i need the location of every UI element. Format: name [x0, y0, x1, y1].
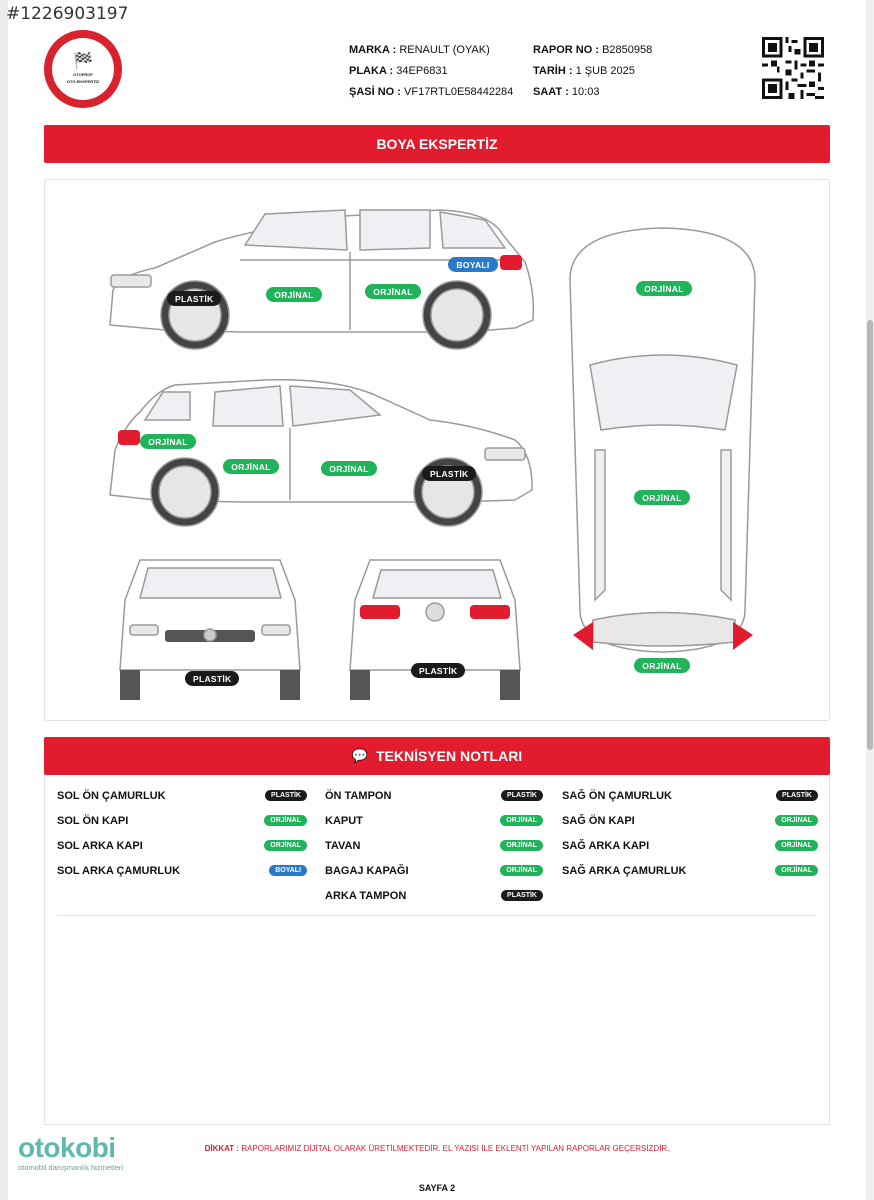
note-part: BAGAJ KAPAĞI — [325, 864, 409, 877]
note-status-badge: PLASTİK — [501, 790, 543, 801]
qr-code-icon — [762, 37, 824, 99]
notes-column-right — [562, 783, 818, 883]
chat-bubble-icon: 💬 — [351, 748, 368, 763]
scrollbar[interactable] — [866, 0, 874, 1200]
note-status-badge: ORJİNAL — [500, 815, 543, 826]
note-part: SOL ARKA ÇAMURLUK — [57, 864, 181, 877]
badge-left-front-fender: PLASTİK — [422, 466, 476, 481]
footer-note — [0, 1144, 874, 1153]
badge-front-bumper: PLASTİK — [185, 671, 239, 686]
note-status-badge: ORJİNAL — [775, 815, 818, 826]
notes-divider — [57, 915, 817, 916]
marka-label: MARKA : — [349, 44, 397, 56]
report-info — [533, 40, 652, 103]
note-part: TAVAN — [325, 839, 361, 852]
plaka-label: PLAKA : — [349, 65, 394, 77]
dikkat-label: DİKKAT : — [204, 1144, 240, 1153]
note-row — [562, 808, 818, 833]
note-part: SOL ÖN KAPI — [57, 814, 129, 827]
badge-trunk: ORJİNAL — [634, 658, 690, 673]
note-part: KAPUT — [325, 814, 363, 827]
note-row — [562, 858, 818, 883]
note-status-badge: PLASTİK — [265, 790, 307, 801]
note-status-badge: PLASTİK — [776, 790, 818, 801]
scrollbar-thumb[interactable] — [867, 320, 873, 750]
tarih-label: TARİH : — [533, 65, 573, 77]
technician-notes-panel — [44, 775, 830, 1125]
note-status-badge: ORJİNAL — [500, 865, 543, 876]
vehicle-info — [349, 40, 513, 103]
tarih-value: 1 ŞUB 2025 — [575, 65, 635, 77]
note-row — [57, 833, 307, 858]
page-number: SAYFA 2 — [418, 1183, 456, 1193]
note-part: SAĞ ÖN ÇAMURLUK — [562, 789, 672, 802]
note-row — [562, 783, 818, 808]
note-part: SAĞ ARKA ÇAMURLUK — [562, 864, 687, 877]
note-row — [325, 833, 543, 858]
note-status-badge: ORJİNAL — [500, 840, 543, 851]
note-part: SAĞ ÖN KAPI — [562, 814, 635, 827]
rapor-value: B2850958 — [602, 44, 653, 56]
car-diagrams-svg — [45, 180, 831, 722]
technician-notes-title: TEKNİSYEN NOTLARI — [375, 748, 523, 764]
note-status-badge: ORJİNAL — [264, 815, 307, 826]
note-row — [562, 833, 818, 858]
badge-left-rear-door: ORJİNAL — [223, 459, 279, 474]
notes-column-left — [57, 783, 307, 883]
note-row — [325, 883, 543, 908]
brand-tagline: otomobil danışmanlık hizmetleri — [18, 1163, 124, 1172]
plaka-value: 34EP6831 — [396, 65, 448, 77]
note-row — [325, 783, 543, 808]
note-part: ÖN TAMPON — [325, 789, 392, 802]
note-part: SAĞ ARKA KAPI — [562, 839, 650, 852]
badge-rear-bumper: PLASTİK — [411, 663, 465, 678]
note-status-badge: BOYALI — [269, 865, 307, 876]
note-status-badge: PLASTİK — [501, 890, 543, 901]
note-row — [57, 783, 307, 808]
dikkat-text: RAPORLARIMIZ DİJİTAL OLARAK ÜRETİLMEKTEDİR. EL YAZISI İLE EKLENTİ YAPILAN RAPORLAR GEÇERSİZDİR. — [241, 1144, 670, 1153]
brand-name: otokobi — [18, 1132, 116, 1163]
note-row — [325, 858, 543, 883]
technician-notes-header — [44, 737, 830, 775]
note-row — [57, 858, 307, 883]
note-row — [57, 808, 307, 833]
saat-value: 10:03 — [571, 86, 600, 98]
car-diagram-panel — [44, 179, 830, 721]
badge-right-rear-door: ORJİNAL — [365, 284, 421, 299]
sasi-value: VF17RTL0E58442284 — [404, 86, 514, 98]
badge-left-rear-fender: ORJİNAL — [140, 434, 196, 449]
marka-value: RENAULT (OYAK) — [399, 44, 490, 56]
badge-right-rear-fender: BOYALI — [448, 257, 498, 272]
car-left-side — [110, 380, 532, 526]
notes-column-middle — [325, 783, 543, 908]
note-status-badge: ORJİNAL — [264, 840, 307, 851]
checkered-flag-icon: 🏁 — [73, 53, 93, 70]
note-part: ARKA TAMPON — [325, 889, 407, 902]
logo-line1: OTOPROF — [73, 72, 93, 77]
paint-expertise-header: BOYA EKSPERTİZ — [44, 125, 830, 163]
logo-line2: OTO EKSPERTİZ — [66, 79, 100, 84]
badge-hood: ORJİNAL — [636, 281, 692, 296]
badge-right-front-fender: PLASTİK — [167, 291, 221, 306]
rapor-label: RAPOR NO : — [533, 44, 599, 56]
badge-right-front-door: ORJİNAL — [266, 287, 322, 302]
badge-left-front-door: ORJİNAL — [321, 461, 377, 476]
company-logo — [44, 30, 122, 108]
note-row — [325, 808, 543, 833]
note-status-badge: ORJİNAL — [775, 865, 818, 876]
sasi-label: ŞASİ NO : — [349, 86, 401, 98]
photo-id: #1226903197 — [6, 4, 129, 24]
note-status-badge: ORJİNAL — [775, 840, 818, 851]
saat-label: SAAT : — [533, 86, 569, 98]
note-part: SOL ÖN ÇAMURLUK — [57, 789, 166, 802]
car-rear-view — [350, 560, 520, 700]
note-part: SOL ARKA KAPI — [57, 839, 143, 852]
badge-roof: ORJİNAL — [634, 490, 690, 505]
car-right-side — [110, 210, 533, 349]
